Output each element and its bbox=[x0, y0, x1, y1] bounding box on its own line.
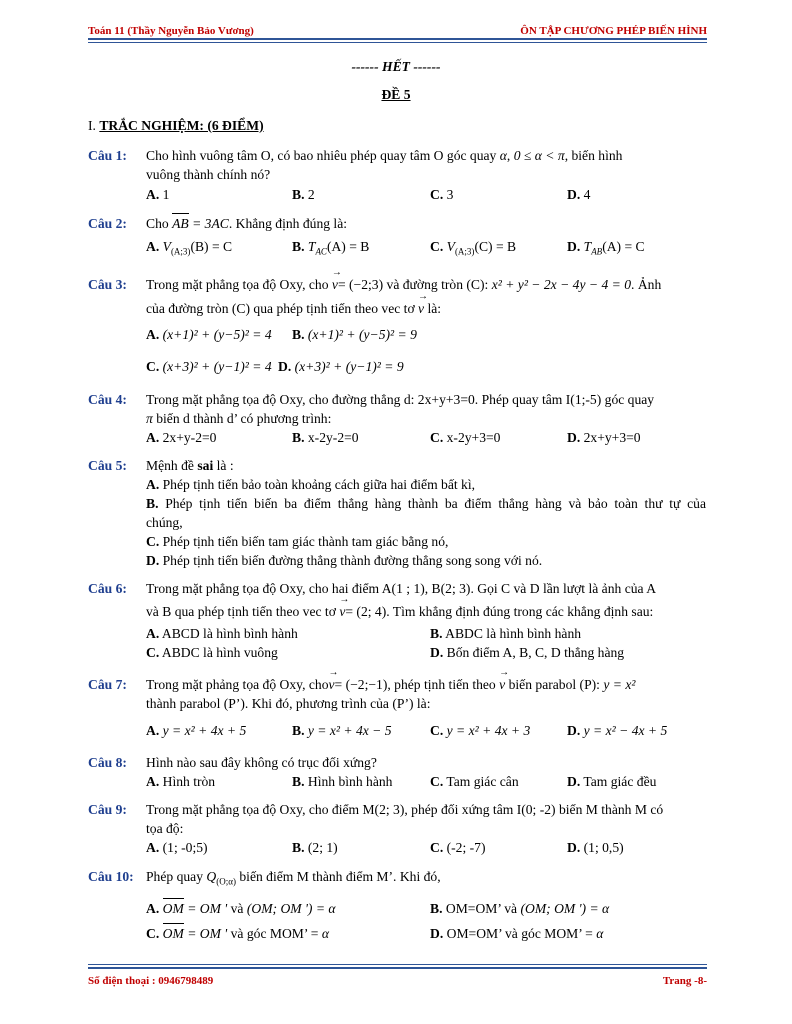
option-a: A. (x+1)² + (y−5)² = 4 bbox=[146, 327, 272, 342]
alpha-symbol: α bbox=[499, 148, 507, 163]
footer-phone: Số điện thoại : 0946798489 bbox=[88, 975, 214, 987]
option-b: B. x-2y-2=0 bbox=[292, 430, 359, 445]
vector-v: v → bbox=[339, 603, 345, 621]
question-label: Câu 4: bbox=[88, 392, 127, 407]
circle-equation: x² + y² − 2x − 4y − 4 = 0 bbox=[491, 277, 632, 292]
option-c: C. $V_{(A;3)}(C) = B$ bbox=[430, 239, 517, 257]
question-stem: Cho hình vuông tâm O, có bao nhiêu phép quay tâm O góc quay α, 0 ≤ α < π, biến hình bbox=[146, 148, 623, 163]
question-label: Câu 9: bbox=[88, 802, 127, 817]
vector-v: v → bbox=[329, 676, 335, 694]
option-b: B. y = x² + 4x − 5 bbox=[292, 723, 392, 738]
option-a: A. Hình tròn bbox=[146, 774, 216, 789]
option-a: A. ABCD là hình bình hành bbox=[146, 626, 298, 641]
option-d: D. Phép tịnh tiến biến đường thẳng thành đường thẳng song song với nó. bbox=[146, 553, 543, 568]
option-c: C. Phép tịnh tiến biến tam giác thành tam giác bằng nó, bbox=[146, 534, 449, 549]
section-num: I. bbox=[88, 118, 96, 133]
footer-rule bbox=[88, 967, 707, 969]
option-c: C. (x+3)² + (y−1)² = 4 bbox=[146, 359, 272, 374]
option-b: B. Hình bình hành bbox=[292, 774, 393, 789]
question-label: Câu 7: bbox=[88, 677, 127, 692]
question-stem: Cho AB = 3AC. Khẳng định đúng là: bbox=[146, 216, 348, 231]
option-d: D. Tam giác đều bbox=[567, 774, 657, 789]
question-stem-cont: π biến d thành d’ có phương trình: bbox=[146, 411, 332, 426]
question-label: Câu 2: bbox=[88, 216, 127, 231]
question-stem: Trong mặt phẳng tọa độ Oxy, cho hai điểm A(1 ; 1), B(2; 3). Gọi C và D lần lượt là ảnh của A bbox=[146, 581, 657, 596]
question-label: Câu 5: bbox=[88, 458, 127, 473]
option-b: B. (x+1)² + (y−5)² = 9 bbox=[292, 327, 417, 342]
exam-title: ĐỀ 5 bbox=[381, 87, 411, 102]
header-right: ÔN TẬP CHƯƠNG PHÉP BIẾN HÌNH bbox=[520, 25, 707, 37]
question-label: Câu 6: bbox=[88, 581, 127, 596]
option-a: A. y = x² + 4x + 5 bbox=[146, 723, 247, 738]
option-b: B. Phép tịnh tiến biến ba điểm thẳng hàng thành ba điểm thẳng hàng và bảo toàn thư tự của bbox=[146, 496, 706, 511]
question-stem-cont: của đường tròn (C) qua phép tịnh tiến theo vec tơ v → là: bbox=[146, 300, 441, 318]
option-b: B. (2; 1) bbox=[292, 840, 338, 855]
section-heading bbox=[88, 117, 264, 135]
end-marker: ------ HẾT ------ bbox=[351, 59, 441, 74]
question-stem-cont: tọa độ: bbox=[146, 821, 184, 836]
option-c: C. Tam giác cân bbox=[430, 774, 519, 789]
question-stem-cont: vuông thành chính nó? bbox=[146, 167, 271, 182]
question-stem: Hình nào sau đây không có trục đối xứng? bbox=[146, 755, 377, 770]
footer-rule-thin bbox=[88, 964, 707, 965]
vector-v: v → bbox=[332, 276, 338, 294]
question-stem: Trong mặt phảng tọa độ Oxy, chov →= (−2;−1), phép tịnh tiến theo v → biến parabol (P): y = x² bbox=[146, 676, 635, 694]
option-b: B. ABDC là hình bình hành bbox=[430, 626, 582, 641]
question-stem: Trong mặt phẳng tọa độ Oxy, cho điểm M(2; 3), phép đối xứng tâm I(0; -2) biến M thành M có bbox=[146, 802, 664, 817]
question-label: Câu 1: bbox=[88, 148, 127, 163]
parabola-equation: y = x² bbox=[603, 677, 636, 692]
question-stem-cont: và B qua phép tịnh tiến theo vec tơ v →= (2; 4). Tìm khẳng định đúng trong các khẳng định sau: bbox=[146, 603, 653, 621]
option-a: A. 1 bbox=[146, 187, 170, 202]
option-c: C. 3 bbox=[430, 187, 454, 202]
rotation-symbol: Q bbox=[206, 869, 217, 884]
header-left: Toán 11 (Thầy Nguyễn Bảo Vương) bbox=[88, 25, 254, 37]
option-a: A. Phép tịnh tiến bảo toàn khoảng cách giữa hai điểm bất kì, bbox=[146, 477, 476, 492]
option-b: B. 2 bbox=[292, 187, 315, 202]
option-c: C. OM = OM ' và góc MOM’ = α bbox=[146, 926, 329, 941]
option-a: A. $V_{(A;3)}(B) = C$ bbox=[146, 239, 233, 257]
option-d: D. (1; 0,5) bbox=[567, 840, 624, 855]
option-a: A. (1; -0;5) bbox=[146, 840, 208, 855]
question-stem: Trong mặt phẳng tọa độ Oxy, cho đường thẳng d: 2x+y+3=0. Phép quay tâm I(1;-5) góc quay bbox=[146, 392, 655, 407]
option-b: B. OM=OM’ và (OM; OM ') = α bbox=[430, 901, 610, 916]
option-d: D. y = x² − 4x + 5 bbox=[567, 723, 668, 738]
option-d: D. $T_{AB}(A) = C$ bbox=[567, 239, 645, 257]
stem-text: biến hình bbox=[571, 148, 623, 163]
header-rule bbox=[88, 38, 707, 40]
option-a: A. OM = OM ' và (OM; OM ') = α bbox=[146, 901, 336, 916]
header-rule-thin bbox=[88, 42, 707, 43]
section-title: TRẮC NGHIỆM: (6 ĐIỂM) bbox=[99, 118, 264, 133]
option-c: C. (-2; -7) bbox=[430, 840, 486, 855]
question-label: Câu 3: bbox=[88, 277, 127, 292]
option-d: D. 4 bbox=[567, 187, 591, 202]
option-d: D. OM=OM’ và góc MOM’ = α bbox=[430, 926, 604, 941]
option-b-cont: chúng, bbox=[146, 515, 183, 530]
question-label: Câu 8: bbox=[88, 755, 127, 770]
question-stem-cont: thành parabol (P’). Khi đó, phương trình của (P’) là: bbox=[146, 696, 431, 711]
angle-condition: 0 ≤ α < π bbox=[513, 148, 565, 163]
option-c: C. y = x² + 4x + 3 bbox=[430, 723, 531, 738]
option-d: D. 2x+y+3=0 bbox=[567, 430, 641, 445]
option-c: C. ABDC là hình vuông bbox=[146, 645, 278, 660]
option-d: D. (x+3)² + (y−1)² = 9 bbox=[278, 359, 404, 374]
vector-ab: AB bbox=[172, 216, 189, 231]
question-stem: Phép quay $Q_{(O;\alpha)}$ biến điểm M thành điểm M’. Khi đó, bbox=[146, 869, 441, 887]
option-d: D. Bốn điểm A, B, C, D thẳng hàng bbox=[430, 645, 625, 660]
question-label: Câu 10: bbox=[88, 869, 134, 884]
stem-text: Cho hình vuông tâm O, có bao nhiêu phép quay tâm O góc quay bbox=[146, 148, 497, 163]
question-stem: Mệnh đề sai là : bbox=[146, 458, 234, 473]
option-a: A. 2x+y-2=0 bbox=[146, 430, 217, 445]
option-b: B. $T_{AC}(A) = B$ bbox=[292, 239, 370, 257]
footer-page: Trang -8- bbox=[662, 975, 707, 987]
question-stem: Trong mặt phẳng tọa độ Oxy, cho v →= (−2;3) và đường tròn (C): x² + y² − 2x − 4y − 4 = 0. Ảnh bbox=[146, 276, 661, 294]
option-c: C. x-2y+3=0 bbox=[430, 430, 501, 445]
